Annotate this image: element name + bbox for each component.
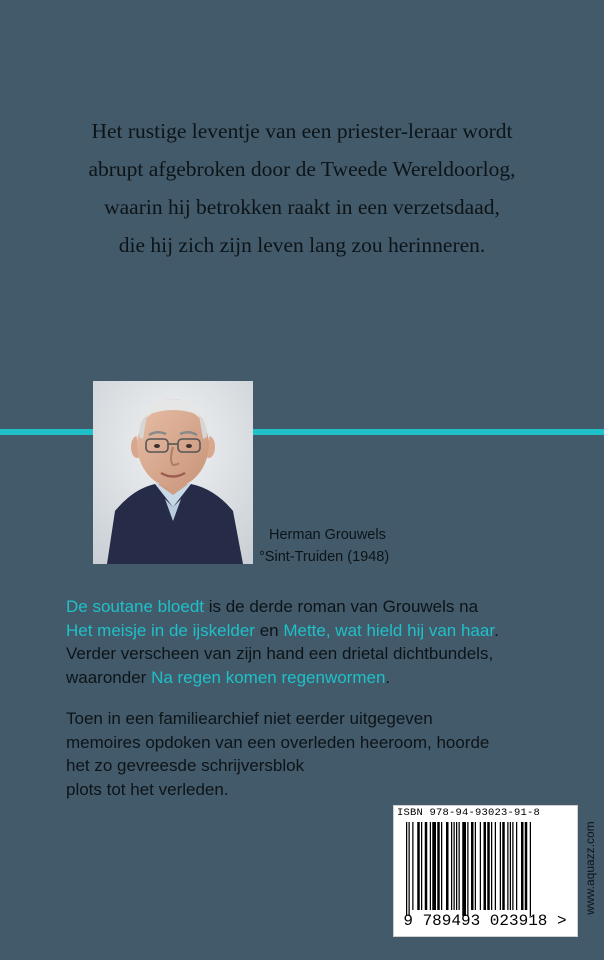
book-title: Na regen komen regenwormen — [151, 667, 386, 687]
barcode-bar — [412, 822, 413, 910]
barcode-bar — [521, 822, 524, 910]
barcode-bar — [441, 822, 442, 910]
author-bibliography — [66, 595, 596, 689]
author-name: Herman Grouwels — [269, 527, 386, 543]
barcode-bar — [432, 822, 436, 910]
book-title: Mette, wat hield hij van haar — [283, 620, 495, 640]
barcode-bar — [467, 822, 468, 916]
bio-line — [66, 619, 596, 643]
blurb-line: waarin hij betrokken raakt in een verzetsdaad, — [104, 195, 500, 219]
barcode-bar — [446, 822, 449, 910]
back-cover-blurb — [0, 112, 604, 264]
blurb-line: die hij zich zijn leven lang zou herinneren. — [118, 233, 486, 257]
barcode-bar — [451, 822, 452, 910]
barcode-bar — [525, 822, 528, 910]
barcode-bar — [409, 822, 410, 916]
barcode-bar — [502, 822, 505, 910]
publisher-website — [580, 803, 600, 933]
bio-text: is de derde roman van Grouwels na — [204, 597, 479, 616]
barcode-bar — [406, 822, 407, 916]
barcode-bar — [456, 822, 457, 910]
barcode-bar — [454, 822, 455, 910]
barcode-bar — [430, 822, 431, 910]
blurb-line: abrupt afgebroken door de Tweede Wereldoorlog, — [88, 157, 516, 181]
author-portrait-image — [93, 381, 253, 564]
barcode-bar — [475, 822, 476, 910]
barcode-bar — [530, 822, 531, 916]
story-line: het zo gevreesde schrijversblok — [66, 756, 305, 775]
barcode-bar — [462, 822, 466, 916]
story-line: memoires opdoken van een overleden heeroom, hoorde — [66, 732, 490, 752]
barcode-bar — [510, 822, 511, 910]
author-caption — [259, 524, 389, 568]
barcode-bar — [484, 822, 487, 910]
isbn-number: ISBN 978-94-93023-91-8 — [397, 807, 541, 819]
story-line: Toen in een familiearchief niet eerder uitgegeven — [66, 709, 433, 728]
bio-text: waaronder — [66, 667, 152, 687]
bio-line: Verder verscheen van zijn hand een drietal dichtbundels, — [66, 644, 494, 663]
barcode-bar — [459, 822, 460, 910]
barcode-bar — [417, 822, 420, 910]
ean-digits: 9 789493 023918 > — [403, 912, 567, 930]
book-title: De soutane bloedt — [66, 597, 204, 616]
barcode-bar — [507, 822, 508, 910]
bio-line — [66, 595, 596, 619]
publisher-url: www.aquazz.com — [583, 821, 597, 915]
bio-text: . — [494, 620, 499, 640]
isbn-barcode — [393, 805, 578, 937]
bio-text: . — [385, 667, 391, 687]
author-photo — [93, 381, 253, 564]
author-birth: °Sint-Truiden (1948) — [259, 549, 390, 565]
barcode-bar — [471, 822, 474, 910]
barcode-bar — [421, 822, 422, 910]
story-paragraph — [66, 707, 596, 801]
bio-line — [66, 666, 596, 690]
barcode-bar — [495, 822, 496, 910]
book-title: Het meisje in de ijskelder — [66, 620, 255, 640]
blurb-line: Het rustige leventje van een priester-leraar wordt — [91, 119, 513, 143]
bio-text: en — [254, 620, 284, 640]
story-line: plots tot het verleden. — [66, 779, 229, 799]
accent-divider — [0, 429, 604, 435]
barcode-bar — [425, 822, 428, 910]
barcode-bar — [516, 822, 517, 910]
barcode-bar — [487, 822, 490, 910]
barcode-bar — [512, 822, 513, 910]
barcode-bar — [491, 822, 492, 910]
barcode-bar — [500, 822, 501, 910]
barcode-bar — [437, 822, 440, 910]
barcode-bar — [480, 822, 481, 910]
